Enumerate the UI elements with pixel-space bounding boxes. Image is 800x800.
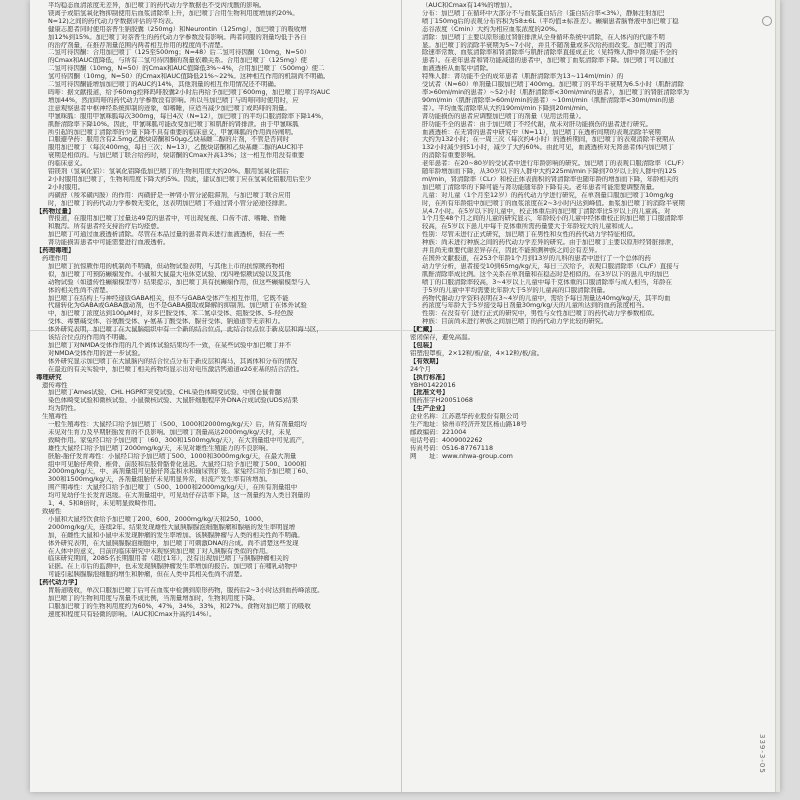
text-line: 胃肠道吸收，单次口服加巴喷丁后可在血浆中检测到原形药物，服药后2~3小时达到血药峰浓度。 — [48, 587, 324, 595]
text-line: 遗传毒性 — [42, 381, 68, 389]
text-line: 临床研究期间，2085名长期服用者（超过1年），没有出现加巴喷丁与胰腺肿瘤相关的 — [48, 555, 289, 563]
text-line: 肝功能不全的患者：由于加巴喷丁不经代谢，故未对肝功能损伤的患者进行研究。 — [422, 120, 653, 128]
text-line: 加巴喷丁在结构上与神经递质GABA相关，但不与GABA受体产生相互作用，它既不能 — [48, 294, 289, 302]
text-line: 1、4、5和8倍时，未见明显致畸作用。 — [48, 500, 161, 508]
text-line: 口服避孕药：服用含有2.5mg乙酸炔诺酮和50μg乙炔基雌二醇的片剂，不管是否同时 — [48, 136, 290, 144]
paper-edge — [775, 0, 780, 792]
text-line: 132小时减少到51小时，减少了大约60%。由此可见，血液透析对无肾患者体内加巴喷丁 — [422, 144, 674, 152]
text-line: 300和1500mg/kg/天，各剂量组胎仔未见明显异常，但流产发生率有所增加。 — [48, 476, 272, 484]
text-line: 致畸作用。家兔经口给予加巴喷丁（60、300和1500mg/kg/天），在大剂量组中可见流产， — [48, 436, 309, 444]
text-line: 肌酐清除率成比例。这个关系在单剂量和在稳态时是相似的。在3岁以下的患儿中的加巴 — [422, 270, 669, 278]
text-line: 喷丁的口服清除率较高，3~4岁以上儿童中每千克体重的口服清除率与成人相当，年龄在 — [422, 278, 672, 286]
text-line: 所引起的加巴喷丁清除率的少量下降不具有重要的临床意义，甲氰咪胍的作用尚待阐明。 — [48, 128, 298, 136]
text-line: 雄性大鼠经口给予加巴喷丁2000mg/kg/天，未见对雄性生殖能力的不良影响。 — [48, 444, 272, 452]
text-line: 受体、毒蕈碱受体、谷氨酸受体、γ-氨基丁酸受体、腺苷受体、钠通道等无亲和力。 — [48, 318, 285, 326]
text-line: 均为阴性。 — [48, 405, 80, 413]
text-line: 2小时服用加巴喷丁，生物利用度下降大约5%。因此，建议加巴喷丁应在氢氧化铝服用后至少 — [48, 175, 312, 183]
text-line: 围产期毒性：大鼠经口给予加巴喷丁（500、1000和2000mg/kg/天），在所有剂量组中 — [48, 484, 298, 492]
text-line: 特殊人群：肾功能不全的成年患者（肌酐清除率为13~114ml/min）的 — [422, 73, 624, 81]
text-line: 分布：加巴喷丁在循环中大部分不与血浆蛋白结合（蛋白结合率<3%），静脉注射加巴 — [422, 9, 665, 17]
text-line: 性别：在没有专门进行正式的研究中，男性与女性加巴喷丁的药代动力学参数相似。 — [422, 310, 659, 318]
text-line: 2000mg/kg/天，中、高剂量组可见胎仔肾盂积水和输尿管扩张。家兔经口给予加巴喷丁60、 — [48, 468, 313, 476]
text-line: 似，加巴喷丁可预防癫痫发作。小鼠和大鼠最大电休克试验、戊四唑惊厥试验以及其他 — [48, 270, 291, 278]
text-line: 吗啡：据文献报道，给予60mg控释吗啡胶囊2小时后再给予加巴喷丁600mg，加巴喷丁的平均AUC — [48, 88, 331, 96]
text-line: 并且尚无重要代谢差异存在，因此不能预测种族之间会有差异。 — [422, 247, 601, 255]
text-line: 健康志愿者同时使用萘普生钠胶囊（250mg）和Neurontin（125mg），加巴喷丁的吸收增 — [48, 25, 307, 33]
text-line: 曾报道，在服用加巴喷丁过量达49克的患者中，可出现复视、口齿不清、嗜睡、昏睡 — [48, 215, 287, 223]
text-line: 小鼠和大鼠经饮食给予加巴喷丁200、600、2000mg/kg/天和250、1000、 — [48, 515, 268, 523]
text-line: 该结合位点的作用尚不明确。 — [48, 334, 132, 342]
text-line: 染色体畸变试验和微核试验、小鼠微核试验、大鼠肝细胞程序外DNA合成试验(UDS)结果 — [48, 397, 298, 405]
text-line: 种族：尚未进行种族之间的药代动力学差异的研究。由于加巴喷丁主要以原形经肾脏排泄， — [422, 239, 678, 247]
punch-hole-icon — [762, 16, 772, 26]
text-line: 均可见幼仔生长发育迟缓。在大剂量组中，可见幼仔存活率下降，这一剂量约为人类日剂量的 — [48, 492, 311, 500]
text-line: 加，在雌性大鼠和小鼠中未发现肿瘤的发生率增加。该胰腺肿瘤与人类的相关性尚不明确。 — [48, 531, 304, 539]
info-field: 邮政编码：221004 — [410, 428, 467, 436]
text-line: 胚胎-胎仔发育毒性：小鼠经口给予加巴喷丁500、1000和3000mg/kg/天，在最大剂量 — [48, 452, 297, 460]
text-line: 90ml/min（肌酐清除率>60ml/min的患者）~10ml/min（肌酐清除率<30ml/min的患 — [422, 96, 675, 104]
text-line: 在最近的有关实验中，加巴喷丁相关药物均显示出对电压激活钙通道α2δ亚基的结合活性。 — [48, 365, 304, 373]
info-field: 密闭保存，避免高温。 — [410, 334, 474, 342]
section-heading: 【执行标准】 — [410, 373, 449, 381]
text-line: 证据。在上市后的监测中，也未发现胰腺肿瘤发生率增加的报告。加巴喷丁在哺乳动物中 — [48, 563, 298, 571]
text-line: 和腹泻。所有患者经支持治疗后均痊愈。 — [48, 223, 164, 231]
text-line: 二氢可待因酮（10mg，N=50）的Cmax和AUC值降低3%~4%，合用加巴喷丁（500mg）使二 — [48, 65, 325, 73]
info-field: 电话号码：4009002262 — [410, 436, 483, 444]
section-heading: 【药物过量】 — [36, 207, 75, 215]
text-line: 中，加巴喷丁浓度达到100μM时，对多巴胺受体、苯二氮卓受体、组胺受体、5-羟色胺 — [48, 310, 294, 318]
text-line: 加巴喷丁可通过血液透析清除。尽管在本品过量的患者尚未进行血液透析，但在一些 — [48, 231, 285, 239]
text-line: 口服加巴喷丁的生物利用度约为60%，47%，34%，33%，和27%。食物对加巴喷丁的吸收 — [48, 602, 311, 610]
text-line: 的临床意义。 — [48, 160, 87, 168]
text-line: 加12%到15%。加巴喷丁对萘普生的药代动力学参数没有影响。两者同服的剂量均低于各自 — [48, 33, 307, 41]
text-line: 甲氰咪胍：服用甲氰咪胍每次300mg，每日4次（N=12），加巴喷丁的平均口服清除率下降14%， — [48, 112, 328, 120]
text-line: 较高，在5岁以下患儿中每千克体重所需药量要大于年龄较大的儿童和成人。 — [422, 223, 637, 231]
text-line: 二氢可待因酮能增加加巴喷丁的AUC约14%，其他剂量的相互作用情况还不明确。 — [48, 81, 281, 89]
text-line: 平均稳态血清浓度无差异，加巴喷丁的药代动力学数据也不受丙戊酸的影响。 — [48, 2, 266, 9]
info-field: 网 址：www.nhwa-group.com — [410, 452, 513, 460]
text-line: 注意观察患者中枢神经系统抑制的迹象，如嗜睡，应适当减少加巴喷丁或吗啡的剂量。 — [48, 104, 291, 112]
text-line: 在人体中的意义，目前的临床研究中未观察到加巴喷丁对人胰腺有类似的作用。 — [48, 547, 272, 555]
fold-line-vertical — [401, 0, 402, 792]
text-line: 血液透析从血浆中清除。 — [422, 65, 493, 73]
right-text-column — [410, 2, 740, 461]
text-line: 显。加巴喷丁的消除半衰期为5~7小时，并且不随剂量或多次给药而改变。加巴喷丁的消 — [422, 41, 672, 49]
text-line: 加巴喷丁清除率的下降可能与肾功能随年龄下降有关。老年患者可能需要调整剂量。 — [422, 183, 659, 191]
text-line: 二氢可待因酮：合用加巴喷丁（125至500mg；N=48）后二氢可待因酮（10mg，N=50） — [48, 49, 311, 57]
text-line: 增加44%，然而吗啡的药代动力学参数没有影响。所以当加巴喷丁与吗啡同时使用时，应 — [48, 96, 299, 104]
text-line: 患者）。在老年患者和肾功能减退的患者中，加巴喷丁血浆清除率下降。加巴喷丁可以通过 — [422, 57, 675, 65]
section-heading: 【包装】 — [410, 341, 436, 349]
text-line: 肾功能损害患者中可能需要进行血液透析。 — [48, 239, 170, 247]
text-line: 老年患者：在20~80岁的受试者中进行年龄影响的研究。加巴喷丁的表观口服清除率（CL/F） — [422, 160, 688, 168]
text-line: 铝镁剂（氢氧化铝）：氢氧化铝降低加巴喷丁的生物利用度大约20%。服用氢氧化铝后 — [48, 168, 290, 176]
section-heading: 【生产企业】 — [410, 405, 449, 413]
text-line: 率>60ml/min的患者）~52小时（肌酐清除率<30ml/min的患者），加巴喷丁的肾脏清除率为 — [422, 88, 689, 96]
text-line: 在国外文献报道，在253个年龄1个月到13岁的儿科的患者中进行了一个总体的药 — [422, 255, 651, 262]
section-heading: 【有效期】 — [410, 357, 442, 365]
text-line: 丙磺舒（羧苯磺丙胺）的作用：丙磺舒是一种肾小管分泌阻滞剂，与加巴喷丁联合应用 — [48, 191, 291, 199]
text-line: 2小时服用。 — [48, 183, 85, 191]
text-line: 未见对生育力及早期胚胎发育的不良影响。加巴喷丁剂量高达2000mg/kg/天时，未见 — [48, 428, 292, 436]
text-line: 的治疗剂量，在推荐剂量范围内两者相互作用的程度尚不清楚。 — [48, 41, 227, 49]
text-line: 加巴喷丁的生物利用度与剂量不成比例，当剂量增加时，生物利用度下降。 — [48, 594, 259, 602]
text-line: 衰期是相似的。与加巴喷丁联合给药时，炔诺酮的Cmax升高13%；这一相互作用没有重要 — [48, 152, 305, 160]
text-line: 对NMDA受体作用的进一步试验。 — [48, 349, 145, 357]
section-heading: 【药代动力学】 — [36, 579, 81, 587]
text-line: 于5岁的儿童中平均需要比年龄大于5岁的儿童高的口服清除剂量。 — [422, 286, 610, 294]
section-heading: 【贮藏】 — [410, 326, 436, 334]
page-number: 339-3-05 — [758, 734, 766, 774]
text-line: 致癌性 — [42, 508, 62, 515]
text-line: 性别：尽管未进行正式研究，加巴喷丁在男性和女性的药代动力学特征相似。 — [422, 231, 640, 239]
text-line: 加巴喷丁抗惊厥作用的机制尚不明确，但动物试验表明，与其他上市的抗惊厥药物相 — [48, 262, 285, 270]
text-line: 动物试验（如遗传性癫痫模型等）结果提示，加巴喷丁具有抗癫痫作用，但这些癫痫模型与人 — [48, 278, 311, 286]
text-line: 随年龄增加而下降，从30岁以下的人群中大约225ml/min下降到70岁以上的人群中的125 — [422, 168, 677, 176]
info-field: 铝塑泡罩板，2×12粒/板/盒，4×12粒/板/盒。 — [410, 349, 544, 357]
package-insert-sheet — [30, 0, 780, 792]
section-heading: 毒理研究 — [36, 373, 62, 381]
text-line: 喷丁150mg后的表观分布容积为58±6L（平均值±标准差）。癫痫患者脑脊液中加巴喷丁稳 — [422, 17, 679, 25]
section-heading: 【药理毒理】 — [36, 247, 75, 255]
info-field: YBH01422016 — [410, 381, 456, 389]
text-line: 血液透析：在无肾的患者中研究中（N=11），加巴喷丁在透析间期的表观消除半衰期 — [422, 128, 661, 136]
text-line: 大约为132小时；在一周三次（每次约4小时）的透析期间，加巴喷丁的表观消除半衰期从 — [422, 136, 675, 144]
text-line: 体外研究表明，加巴喷丁在大鼠脑组织中有一个新的结合位点，此结合位点位于新皮层和海马区， — [48, 326, 323, 334]
info-field: 传真号码：0516-87767118 — [410, 444, 494, 452]
text-line: 速度和程度只有轻微的影响。（AUC和Cmax升高约14%）。 — [48, 610, 216, 618]
text-line: 的消除有重要影响。 — [422, 152, 480, 160]
text-line: 药物代谢动力学资料表明在3~4岁的儿童中，需给予每日剂量达40mg/kg/天，其平均血 — [422, 294, 671, 302]
text-line: 种族：目前尚未进行种族之间加巴喷丁的药代动力学比较的研究。 — [422, 318, 608, 326]
text-line: 动力学分析，患者接受10到65mg/kg/天，每日三次给予，表观口服清除率（CL/F）直接与 — [422, 262, 679, 270]
text-line: 加巴喷丁Ames试验、CHL HGPRT突变试验、CHL染色体畸变试验、中国仓鼠骨髓 — [48, 389, 282, 397]
text-line: 肌酐清除率下降10%。因此，甲氰咪胍可能改变加巴喷丁和肌酐的肾排泄。由于甲氰咪胍 — [48, 120, 299, 128]
text-line: 的Cmax和AUC值降低，与所有二氢可待因酮的剂量依赖关系。合用加巴喷丁（125mg）使 — [48, 57, 307, 65]
text-line: 态谷浓度（Cmin）大约为相应血浆浓度的20%。 — [422, 25, 562, 33]
text-line: 除速率常数、血浆清除率和肾清除率与肌酐清除率直接成正比（见特殊人群中肾功能不全的 — [422, 49, 678, 57]
text-line: 代谢转化为GABA或GABA激动剂，也不是GABA摄取或降解的抑制剂。加巴喷丁在体外试验 — [48, 302, 307, 310]
text-line: 受试者（N=60）单剂量口服加巴喷丁400mg。加巴喷丁的平均半衰期为6.5小时（肌酐清除 — [422, 81, 684, 89]
text-line: 1个月至48个月之间的儿童的研究显示，年龄较小的儿童中经体重校正的加巴喷丁口服清除率 — [422, 215, 684, 223]
text-line: （AUC和Cmax有14%的增加）。 — [422, 2, 517, 9]
text-line: N=12)之间的药代动力学数据评估的平均表。 — [48, 17, 178, 25]
text-line: 者）。平均血浆清除率从大约190ml/min下降到20ml/min。 — [422, 104, 593, 112]
text-line: 氢可待因酮（10mg，N=50）的Cmax和AUC值降低21%~22%。这种相互作用的机制尚不明确。 — [48, 73, 330, 81]
text-line: ml/min，肾清除率（CLr）和校正体表面积的肾清除率也随年龄的增加而下降，年龄相关的 — [422, 175, 679, 183]
text-line: 体的相关性尚不清楚。 — [48, 286, 112, 294]
text-line: 药理作用 — [42, 255, 68, 262]
text-line: 组中可见胎仔颅骨、椎骨、前肢和后肢骨骼骨化延迟。大鼠经口给予加巴喷丁500、1000和 — [48, 460, 307, 468]
info-field: 生产地址：徐州市经济开发区杨山路18号 — [410, 421, 527, 429]
text-line: 时，加巴喷丁的药代动力学参数无变化，这表明加巴喷丁不通过肾小管分泌途径排泄。 — [48, 199, 291, 207]
info-field: 24个月 — [410, 365, 431, 373]
text-line: 清除：加巴喷丁主要以原形通过肾脏排泄从全身循环系统中清除，在人体内的代谢不明 — [422, 33, 665, 41]
text-line: 时，在所有年龄组中加巴喷丁的血浆浓度在2~3小时内达到峰值。血浆加巴喷丁的消除半衰期 — [422, 199, 685, 207]
left-text-column — [36, 2, 394, 619]
info-field: 国药准字H20051068 — [410, 397, 473, 405]
text-line: 儿童：对儿童（1个月至12岁）的药代动力学进行研究，在单剂量口服加巴喷丁10mg/kg — [422, 191, 674, 199]
text-line: 从4.7小时。在5岁以下的儿童中，校正体重后的加巴喷丁清除率比5岁以上的儿童高。对 — [422, 207, 671, 215]
text-line: 服用加巴喷丁（每次400mg，每日三次；N=13），乙酸炔诺酮和乙炔基雌二醇的AUC和半 — [48, 144, 304, 152]
text-line: 生殖毒性 — [42, 413, 68, 421]
text-line: 体外研究表明，在大鼠胰腺腺泡细胞中，加巴喷丁可刺激DNA的合成。尚不清楚这些发现 — [48, 539, 299, 547]
text-line: 加巴喷丁对NMDA受体作用的几个离体试验结果均不一致，在某些试验中加巴喷丁并不 — [48, 341, 292, 349]
text-line: 镁离子或铝氢氧化物抑制使用后血浆清除率上升，加巴喷丁合用生物利用度增加约20%。 — [48, 9, 299, 17]
section-heading: 【批准文号】 — [410, 389, 449, 397]
info-field: 企业名称：江苏恩华药业股份有限公司 — [410, 413, 519, 421]
text-line: 体外研究显示加巴喷丁在大鼠脑内的结合位点分布于新皮层和海马，其离体和分布的情况 — [48, 357, 298, 365]
text-line: 2000mg/kg/天，连续2年。结果发现雄性大鼠胰腺腺泡细胞腺瘤和腺癌的发生率明显增 — [48, 523, 296, 531]
text-line: 药浓度与年龄大于5岁接受每日剂量30mg/kg/天的儿童所达到的血药浓度相当。 — [422, 302, 649, 310]
text-line: 一般生殖毒性：大鼠经口给予加巴喷丁（500、1000和2000mg/kg/天）后，所有剂量组均 — [48, 421, 307, 429]
text-line: 可能引起胰腺腺泡细胞的增生和肿瘤，但在人类中其相关性尚不清楚。 — [48, 571, 247, 579]
text-line: 肾功能损伤的患者应调整加巴喷丁的剂量（见用法用量）。 — [422, 112, 585, 120]
